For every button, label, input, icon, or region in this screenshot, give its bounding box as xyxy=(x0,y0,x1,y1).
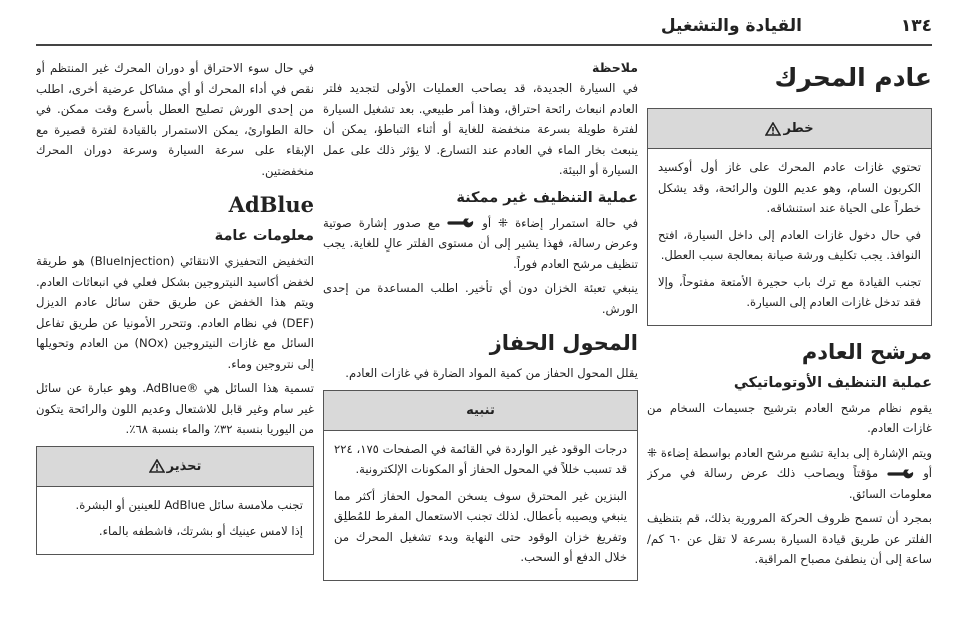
caution-text-2: البنزين غير المحترق سوف يسخن المحول الحفاز أكثر مما ينبغي ويصيبه بأعطال. لذلك تجنب الاستعمال المفرط للمُطلِق وتفريغ خزان الوقود حتى النهاية وبدء تشغيل المحرك من خلال الدفع أو السحب. xyxy=(334,488,627,564)
wrench-icon xyxy=(887,468,915,480)
caution-box-header xyxy=(324,391,637,431)
warning-box xyxy=(36,446,314,555)
column-middle xyxy=(323,58,638,632)
wrench-icon xyxy=(447,217,475,229)
subsection-title-clean-not-possible: عملية التنظيف غير ممكنة xyxy=(456,189,638,206)
section-title-exhaust: عادم المحرك xyxy=(774,63,932,92)
danger-text-1: تحتوي غازات عادم المحرك على غاز أول أوكسيد الكربون السام، وهو عديم اللون والرائحة، وقد يشكل خطراً على الحياة عند استنشاقه. xyxy=(658,160,921,215)
page-number: ١٣٤ xyxy=(900,16,932,36)
subsection-title-general: معلومات عامة xyxy=(214,228,314,244)
danger-box-body xyxy=(648,149,931,325)
misfire-text: في حال سوء الاحتراق أو دوران المحرك غير المنتظم أو نقص في أداء المحرك أو أي مشاكل عرضية أخرى، اطلب من إحدى الورش تصليح العطل بأسرع وقت ممكن. في حالة الطوارئ، يمكن الاستمرار بالقيادة لفترة قصيرة مع الإبقاء على سرعة السيارة وسرعة دوران المحرك منخفضتين. xyxy=(36,61,314,178)
warning-text-1: تجنب ملامسة سائل AdBlue للعينين أو البشرة. xyxy=(75,497,303,512)
page-header xyxy=(36,14,932,46)
dpf-light-icon: ⁜ xyxy=(647,445,658,460)
page-header-title: القيادة والتشغيل xyxy=(660,16,802,36)
subsection-title-auto-clean: عملية التنظيف الأوتوماتيكي xyxy=(733,374,932,391)
caution-box xyxy=(323,390,638,581)
danger-box-header xyxy=(648,109,931,149)
warning-triangle-icon xyxy=(149,459,165,473)
caution-label: تنبيه xyxy=(466,402,495,418)
dpf-text-2: ويتم الإشارة إلى بداية تشبع مرشح العادم بواسطة إضاءة ⁜ أو مؤقتاً ويصاحب ذلك عرض رسالة في مركز معلومات السائق. xyxy=(647,443,932,505)
column-left xyxy=(36,58,314,632)
warning-triangle-icon xyxy=(765,122,781,136)
caution-box-body xyxy=(324,431,637,580)
dpf-text-1: يقوم نظام مرشح العادم بترشيح جسيمات السخام من غازات العادم. xyxy=(647,400,932,435)
note-text: في السيارة الجديدة، قد يصاحب العمليات الأولى لتجديد فلتر العادم انبعاث رائحة احتراق، وهذا أمر طبيعي. بعد تشغيل السيارة لفترة طويلة بسرعة منخفضة للغاية أو أثناء التباطؤ، يمكن أن ينبعث بخار الماء في العادم عند التسارع. لا يؤثر ذلك على عمل السيارة أو البيئة. xyxy=(323,81,638,177)
section-title-dpf: مرشح العادم xyxy=(801,339,932,364)
warning-box-body xyxy=(37,487,313,554)
dpf-text-3: بمجرد أن تسمح ظروف الحركة المرورية بذلك، قم بتنظيف الفلتر عن طريق قيادة السيارة بسرعة لا تقل عن ٦٠ كم/ساعة إلى أن ينطفئ مصباح المراقبة. xyxy=(647,511,932,566)
section-title-catalytic: المحول الحفاز xyxy=(489,331,638,355)
danger-box xyxy=(647,108,932,326)
adblue-text-2: تسمية هذا السائل هي ®AdBlue. وهو عبارة عن سائل غير سام وغير قابل للاشتعال وعديم اللون والرائحة يتكون من اليوريا بنسبة ٣٢٪ والماء بنسبة ٦٨٪. xyxy=(36,381,314,436)
catalytic-text: يقلل المحول الحفاز من كمية المواد الضارة في غازات العادم. xyxy=(345,366,638,380)
dpf-light-icon: ⁜ xyxy=(498,215,509,230)
note-label: ملاحظة xyxy=(592,60,638,75)
clean-not-possible-text-1: في حالة استمرار إضاءة ⁜ أو مع صدور إشارة صوتية وعرض رسالة، فهذا يشير إلى أن مستوى الفلتر عالٍ للغاية. يجب تنظيف مرشح العادم فوراً. xyxy=(323,213,638,275)
clean-not-possible-text-2: ينبغي تعبئة الخزان دون أي تأخير. اطلب المساعدة من إحدى الورش. xyxy=(323,281,638,316)
caution-text-1: درجات الوقود غير الواردة في القائمة في الصفحات ١٧٥، ٢٢٤ قد تسبب خللاً في المحول الحفاز أو المكونات الإلكترونية. xyxy=(334,441,627,476)
warning-text-2: إذا لامس عينيك أو بشرتك، فاشطفه بالماء. xyxy=(98,524,303,538)
column-right xyxy=(647,58,932,632)
warning-label: تحذير xyxy=(166,458,202,474)
adblue-text-1: التخفيض التحفيزي الانتقائي (BlueInjection) هو طريقة لخفض أكاسيد النيتروجين بشكل فعلي في انبعاثات العادم. ويتم هذا الخفض عن طريق حقن سائل عادم الديزل (DEF) في نظام العادم. وتتحرر الأمونيا عن طريق تفاعل السائل مع غازات النيتروجين (NOx) من العادم وتحويلها إلى نتروجين وماء. xyxy=(36,254,314,371)
section-title-adblue: AdBlue xyxy=(228,192,314,217)
danger-text-2: في حال دخول غازات العادم إلى داخل السيارة، افتح النوافذ. يجب تكليف ورشة صيانة بمعالجة سبب العطل. xyxy=(658,227,921,262)
danger-label: خطر xyxy=(783,121,814,136)
danger-text-3: تجنب القيادة مع ترك باب حجيرة الأمتعة مفتوحاً، وإلا فقد تدخل غازات العادم إلى السيارة. xyxy=(658,274,921,309)
warning-box-header xyxy=(37,447,313,487)
